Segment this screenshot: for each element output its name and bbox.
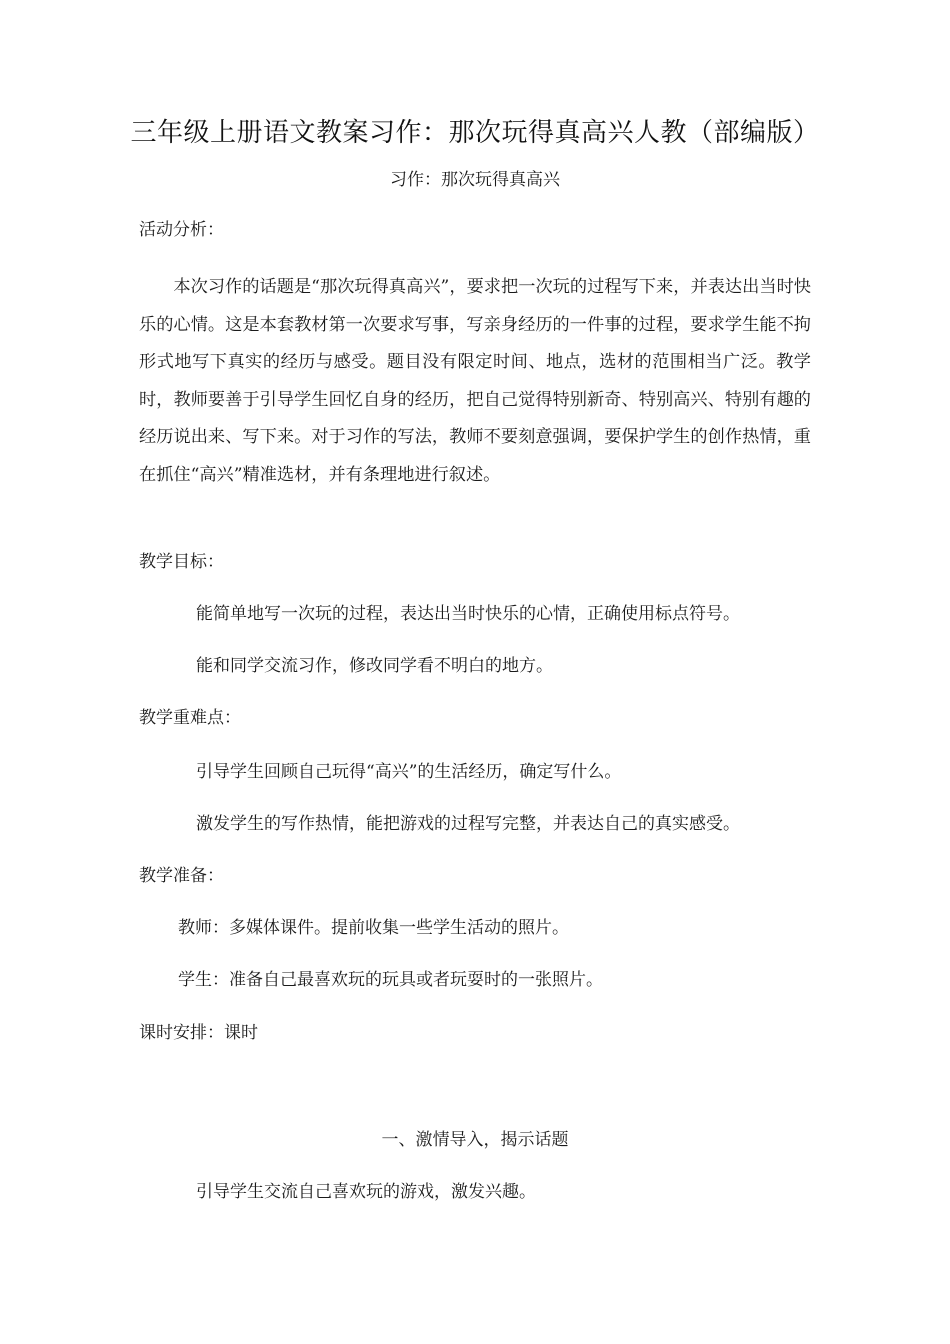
document-title: 三年级上册语文教案习作：那次玩得真高兴人教（部编版）	[130, 118, 820, 148]
preparation-item: 学生：准备自己最喜欢玩的玩具或者玩耍时的一张照片。	[178, 970, 603, 990]
key-difficulty-item: 激发学生的写作热情，能把游戏的过程写完整，并表达自己的真实感受。	[196, 814, 740, 834]
key-difficulties-heading: 教学重难点：	[139, 708, 241, 728]
document-subtitle: 习作：那次玩得真高兴	[390, 170, 560, 190]
teaching-goals-heading: 教学目标：	[139, 552, 224, 572]
preparation-heading: 教学准备：	[139, 866, 224, 886]
schedule-line: 课时安排：课时	[139, 1023, 258, 1043]
section-heading: 一、激情导入，揭示话题	[381, 1130, 569, 1150]
teaching-goal-item: 能简单地写一次玩的过程，表达出当时快乐的心情，正确使用标点符号。	[196, 604, 740, 624]
activity-analysis-heading: 活动分析：	[139, 220, 224, 240]
key-difficulty-item: 引导学生回顾自己玩得“高兴”的生活经历，确定写什么。	[196, 762, 622, 782]
preparation-item: 教师：多媒体课件。提前收集一些学生活动的照片。	[178, 918, 569, 938]
activity-analysis-paragraph: 本次习作的话题是“那次玩得真高兴”，要求把一次玩的过程写下来，并表达出当时快乐的心情。这是本套教材第一次要求写事，写亲身经历的一件事的过程，要求学生能不拘形式地写下真实的经历与感受。题目没有限定时间、地点，选材的范围相当广泛。教学时，教师要善于引导学生回忆自身的经历，把自己觉得特别新奇、特别高兴、特别有趣的经历说出来、写下来。对于习作的写法，教师不要刻意强调，要保护学生的创作热情，重在抓住“高兴”精准选材，并有条理地进行叙述。	[139, 277, 811, 485]
teaching-goal-item: 能和同学交流习作，修改同学看不明白的地方。	[196, 656, 553, 676]
section-line: 引导学生交流自己喜欢玩的游戏，激发兴趣。	[196, 1182, 536, 1202]
